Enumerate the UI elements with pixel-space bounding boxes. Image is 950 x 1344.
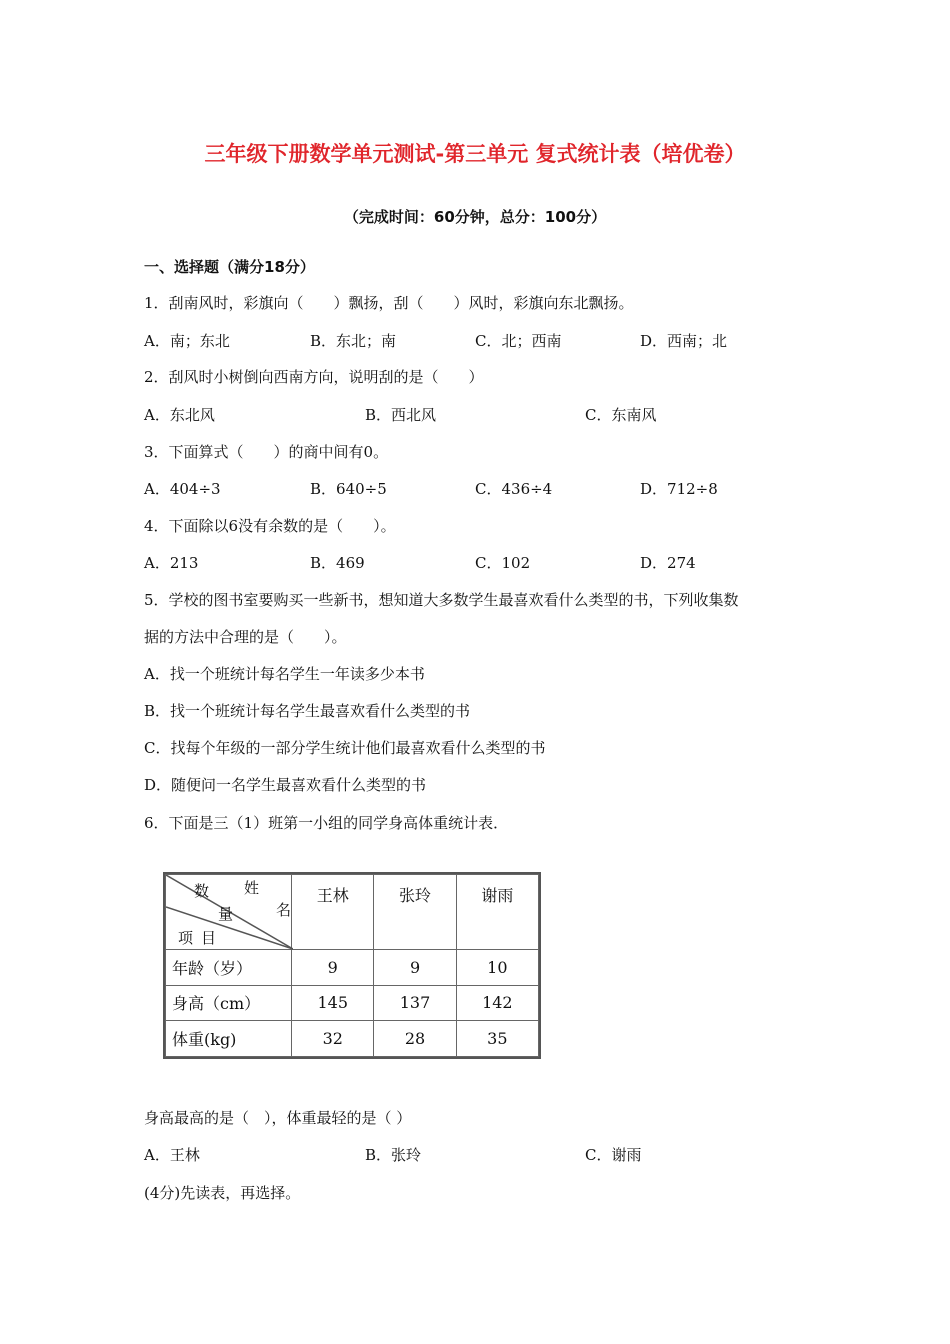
- table-row: [166, 985, 539, 1021]
- q1-option-b: B．东北；南: [310, 332, 397, 350]
- table-cell: 137: [374, 985, 456, 1021]
- header-liang: 量: [218, 905, 234, 923]
- q6-option-c: C．谢雨: [585, 1146, 642, 1164]
- q3-option-a: A．404÷3: [144, 480, 221, 498]
- table-cell: 10: [456, 950, 538, 986]
- row-label: 身高（cm）: [166, 985, 292, 1021]
- question-5-line-1: 5．学校的图书室要购买一些新书，想知道大多数学生最喜欢看什么类型的书，下列收集数: [144, 591, 739, 609]
- q2-option-c: C．东南风: [585, 406, 657, 424]
- stats-table: [163, 872, 541, 1059]
- table-cell: 28: [374, 1021, 456, 1057]
- q1-option-c: C．北；西南: [475, 332, 562, 350]
- header-xing: 姓: [244, 879, 260, 897]
- table-col-name: 谢雨: [456, 875, 538, 950]
- question-3: 3．下面算式（ ）的商中间有0。: [144, 443, 389, 461]
- q5-option-c: C．找每个年级的一部分学生统计他们最喜欢看什么类型的书: [144, 739, 546, 757]
- question-1: 1．刮南风时，彩旗向（ ）飘扬，刮（ ）风时，彩旗向东北飘扬。: [144, 294, 634, 312]
- section-heading: 一、选择题（满分18分）: [144, 258, 315, 276]
- table-row: [166, 1021, 539, 1057]
- table-cell: 35: [456, 1021, 538, 1057]
- q1-option-d: D．西南；北: [640, 332, 728, 350]
- table-cell: 145: [292, 985, 374, 1021]
- page-title: 三年级下册数学单元测试-第三单元 复式统计表（培优卷）: [204, 142, 746, 166]
- footer-instruction: (4分)先读表，再选择。: [144, 1184, 301, 1202]
- question-2: 2．刮风时小树倒向西南方向，说明刮的是（ ）: [144, 368, 484, 386]
- q3-option-b: B．640÷5: [310, 480, 387, 498]
- q2-option-a: A．东北风: [144, 406, 215, 424]
- row-label: 年龄（岁）: [166, 950, 292, 986]
- table-cell: 32: [292, 1021, 374, 1057]
- q5-option-b: B．找一个班统计每名学生最喜欢看什么类型的书: [144, 702, 471, 720]
- table-col-name: 王林: [292, 875, 374, 950]
- row-label: 体重(kg): [166, 1021, 292, 1057]
- q2-option-b: B．西北风: [365, 406, 437, 424]
- header-shu: 数: [194, 882, 210, 900]
- question-5-line-2: 据的方法中合理的是（ ）。: [144, 628, 347, 646]
- q6-option-a: A．王林: [144, 1146, 200, 1164]
- question-6-prompt: 身高最高的是（ ），体重最轻的是（ ）: [144, 1109, 412, 1127]
- table-cell: 9: [374, 950, 456, 986]
- q6-option-b: B．张玲: [365, 1146, 422, 1164]
- q4-option-c: C．102: [475, 554, 531, 572]
- q3-option-c: C．436÷4: [475, 480, 553, 498]
- q5-option-d: D．随便问一名学生最喜欢看什么类型的书: [144, 776, 427, 794]
- table-header-corner: [166, 875, 292, 950]
- q4-option-b: B．469: [310, 554, 365, 572]
- q3-option-d: D．712÷8: [640, 480, 718, 498]
- q5-option-a: A．找一个班统计每名学生一年读多少本书: [144, 665, 425, 683]
- table-cell: 142: [456, 985, 538, 1021]
- table-col-name: 张玲: [374, 875, 456, 950]
- header-ming: 名: [276, 901, 292, 919]
- table-row: [166, 950, 539, 986]
- table-cell: 9: [292, 950, 374, 986]
- page-subtitle: （完成时间：60分钟，总分：100分）: [343, 208, 607, 226]
- question-6: 6．下面是三（1）班第一小组的同学身高体重统计表．: [144, 814, 509, 832]
- q4-option-a: A．213: [144, 554, 199, 572]
- q4-option-d: D．274: [640, 554, 696, 572]
- q1-option-a: A．南；东北: [144, 332, 230, 350]
- question-4: 4．下面除以6没有余数的是（ ）。: [144, 517, 396, 535]
- header-item: 项目: [178, 929, 225, 947]
